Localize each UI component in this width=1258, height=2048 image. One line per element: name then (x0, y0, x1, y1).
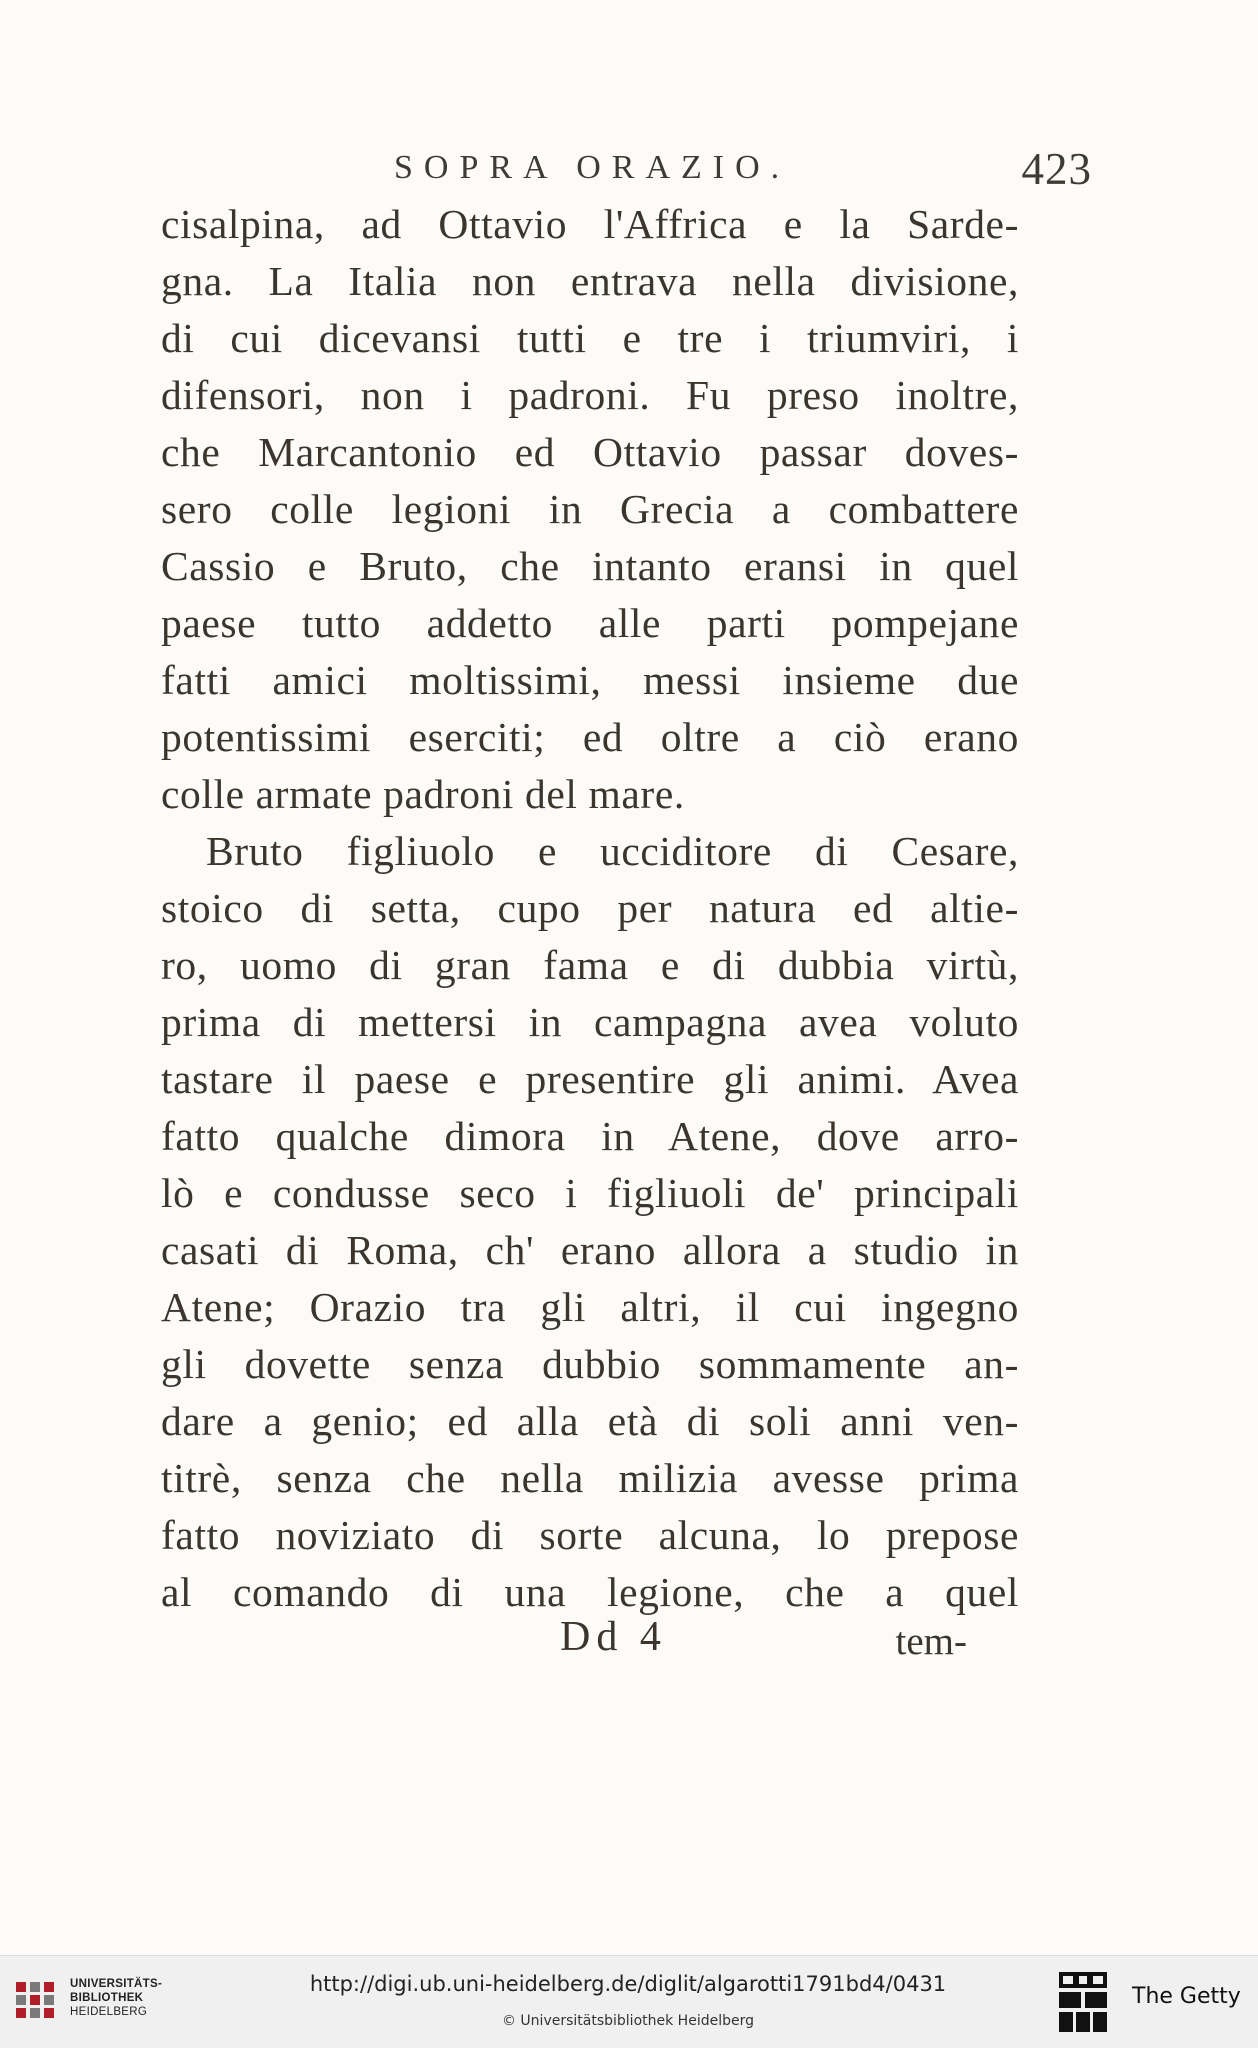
text-line: casati di Roma, ch' erano allora a studio in (161, 1227, 1019, 1273)
text-line: prima di mettersi in campagna avea voluto (161, 999, 1019, 1045)
text-line: al comando di una legione, che a quel (161, 1569, 1019, 1615)
text-line: tastare il paese e presentire gli animi. Avea (161, 1056, 1019, 1102)
running-title: SOPRA ORAZIO. (394, 149, 791, 186)
library-name (70, 1977, 162, 2019)
text-line: fatto noviziato di sorte alcuna, lo prepose (161, 1512, 1019, 1558)
text-line: paese tutto addetto alle parti pompejane (161, 600, 1019, 646)
text-line: potentissimi eserciti; ed oltre a ciò erano (161, 714, 1019, 760)
library-name-line: HEIDELBERG (70, 2006, 148, 2018)
text-line: Cassio e Bruto, che intanto eransi in quel (161, 543, 1019, 589)
library-name-line: UNIVERSITÄTS- (70, 1978, 163, 1990)
text-line: che Marcantonio ed Ottavio passar doves- (161, 429, 1019, 475)
text-line: titrè, senza che nella milizia avesse prima (161, 1455, 1019, 1501)
copyright-notice: © Universitätsbibliothek Heidelberg (501, 2013, 754, 2029)
text-line: gna. La Italia non entrava nella divisione, (161, 258, 1019, 304)
getty-name: The Getty (1132, 1984, 1241, 2009)
text-line: di cui dicevansi tutti e tre i triumviri, i (161, 315, 1019, 361)
signature-line (555, 1611, 975, 1681)
text-line: lò e condusse seco i figliuoli de' principali (161, 1170, 1019, 1216)
text-line: dare a genio; ed alla età di soli anni ven- (161, 1398, 1019, 1444)
getty-logo-icon (1057, 1970, 1109, 2034)
text-line: cisalpina, ad Ottavio l'Affrica e la Sarde- (161, 201, 1019, 247)
printer-signature: Dd 4 (560, 1614, 667, 1660)
text-line: sero colle legioni in Grecia a combattere (161, 486, 1019, 532)
text-line: colle armate padroni del mare. (161, 771, 685, 817)
text-line: difensori, non i padroni. Fu preso inoltre, (161, 372, 1019, 418)
text-line: Atene; Orazio tra gli altri, il cui ingegno (161, 1284, 1019, 1330)
text-line: ro, uomo di gran fama e di dubbia virtù, (161, 942, 1019, 988)
text-line: gli dovette senza dubbio sommamente an- (161, 1341, 1019, 1387)
university-library-logo-icon (14, 1978, 58, 2030)
catchword: tem- (895, 1620, 967, 1663)
page-number: 423 (1021, 144, 1092, 194)
body-text (161, 196, 1019, 1621)
running-head (380, 143, 1100, 199)
permalink-url[interactable]: http://digi.ub.uni-heidelberg.de/diglit/algarotti1791bd4/0431 (309, 1972, 947, 1996)
viewer-footer-bar (0, 1955, 1258, 2048)
text-line: fatto qualche dimora in Atene, dove arro- (161, 1113, 1019, 1159)
text-line: stoico di setta, cupo per natura ed altie- (161, 885, 1019, 931)
library-name-line: BIBLIOTHEK (70, 1992, 144, 2004)
text-line: fatti amici moltissimi, messi insieme due (161, 657, 1019, 703)
text-line: Bruto figliuolo e ucciditore di Cesare, (206, 828, 1019, 874)
